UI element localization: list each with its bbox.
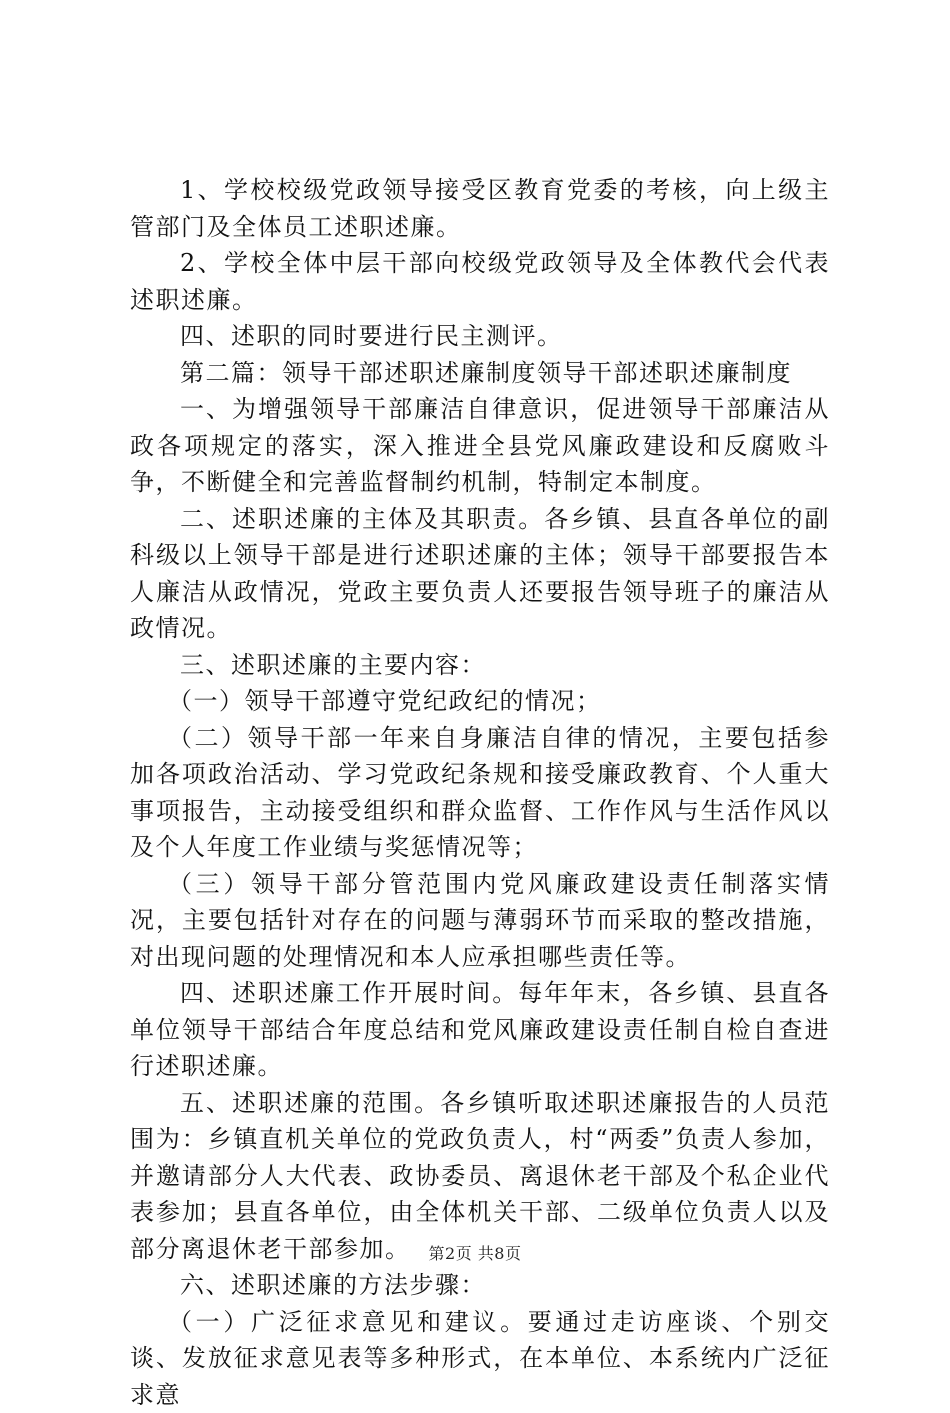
paragraph-13: 六、述职述廉的方法步骤： (130, 1267, 830, 1304)
paragraph-9: （二）领导干部一年来自身廉洁自律的情况，主要包括参加各项政治活动、学习党政纪条规和接受廉政教育、个人重大事项报告，主动接受组织和群众监督、工作作风与生活作风以及个人年度工作业绩与奖惩情况等； (130, 720, 830, 866)
paragraph-8: （一）领导干部遵守党纪政纪的情况； (130, 683, 830, 720)
paragraph-11: 四、述职述廉工作开展时间。每年年末，各乡镇、县直各单位领导干部结合年度总结和党风廉政建设责任制自检自查进行述职述廉。 (130, 975, 830, 1085)
paragraph-2: 2、学校全体中层干部向校级党政领导及全体教代会代表述职述廉。 (130, 245, 830, 318)
paragraph-1: 1、学校校级党政领导接受区教育党委的考核，向上级主管部门及全体员工述职述廉。 (130, 172, 830, 245)
paragraph-14: （一）广泛征求意见和建议。要通过走访座谈、个别交谈、发放征求意见表等多种形式，在本单位、本系统内广泛征求意 (130, 1304, 830, 1413)
paragraph-3: 四、述职的同时要进行民主测评。 (130, 318, 830, 355)
paragraph-6: 二、述职述廉的主体及其职责。各乡镇、县直各单位的副科级以上领导干部是进行述职述廉的主体；领导干部要报告本人廉洁从政情况，党政主要负责人还要报告领导班子的廉洁从政情况。 (130, 501, 830, 647)
page-number-footer: 第2页 共8页 (0, 1241, 950, 1264)
paragraph-7: 三、述职述廉的主要内容： (130, 647, 830, 684)
paragraph-10: （三）领导干部分管范围内党风廉政建设责任制落实情况，主要包括针对存在的问题与薄弱环节而采取的整改措施，对出现问题的处理情况和本人应承担哪些责任等。 (130, 866, 830, 976)
paragraph-5: 一、为增强领导干部廉洁自律意识，促进领导干部廉洁从政各项规定的落实，深入推进全县党风廉政建设和反腐败斗争，不断健全和完善监督制约机制，特制定本制度。 (130, 391, 830, 501)
section-heading: 第二篇：领导干部述职述廉制度领导干部述职述廉制度 (130, 355, 830, 392)
document-body (130, 172, 830, 1413)
paragraph-12: 五、述职述廉的范围。各乡镇听取述职述廉报告的人员范围为：乡镇直机关单位的党政负责人，村“两委”负责人参加，并邀请部分人大代表、政协委员、离退休老干部及个私企业代表参加；县直各单位，由全体机关干部、二级单位负责人以及部分离退休老干部参加。 (130, 1085, 830, 1268)
